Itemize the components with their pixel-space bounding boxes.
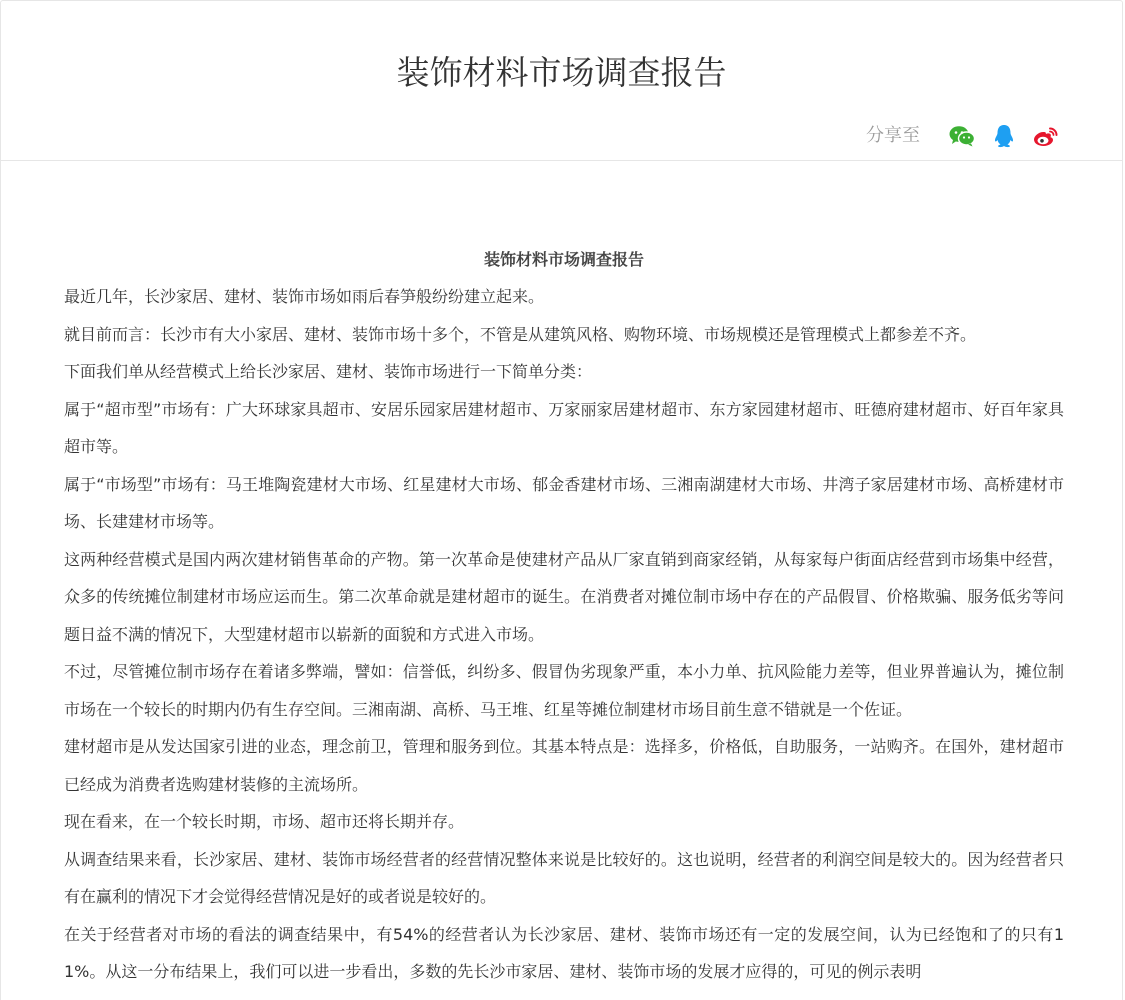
- article-heading: 装饰材料市场调查报告: [483, 250, 644, 269]
- article-paragraph: 这两种经营模式是国内两次建材销售革命的产物。第一次革命是使建材产品从厂家直销到商家经销，从每家每户街面店经营到市场集中经营，众多的传统摊位制建材市场应运而生。第二次革命就是建材超市的诞生。在消费者对摊位制市场中存在的产品假冒、价格欺骗、服务低劣等问题日益不满的情况下，大型建材超市以崭新的面貌和方式进入市场。: [64, 549, 1064, 644]
- article-paragraph: 就目前而言：长沙市有大小家居、建材、装饰市场十多个，不管是从建筑风格、购物环境、市场规模还是管理模式上都参差不齐。: [64, 324, 977, 344]
- article-paragraph: 属于“超市型”市场有：广大环球家具超市、安居乐园家居建材超市、万家丽家居建材超市、东方家园建材超市、旺德府建材超市、好百年家具超市等。: [64, 399, 1064, 456]
- article-paragraph: 现在看来，在一个较长时期，市场、超市还将长期并存。: [64, 812, 465, 831]
- wechat-icon: [949, 125, 975, 147]
- share-qq-button[interactable]: [990, 122, 1018, 150]
- weibo-icon: [1033, 125, 1059, 147]
- article-header: [1, 1, 1122, 161]
- article-paragraph: 建材超市是从发达国家引进的业态，理念前卫，管理和服务到位。其基本特点是：选择多，价格低，自助服务，一站购齐。在国外，建材超市已经成为消费者选购建材装修的主流场所。: [64, 737, 1064, 794]
- share-weibo-button[interactable]: [1032, 122, 1060, 150]
- qq-icon: [993, 124, 1015, 148]
- article-paragraph: 最近几年，长沙家居、建材、装饰市场如雨后春笋般纷纷建立起来。: [64, 287, 545, 306]
- article-paragraph: 下面我们单从经营模式上给长沙家居、建材、装饰市场进行一下简单分类：: [64, 362, 593, 381]
- article-paragraph: 属于“市场型”市场有：马王堆陶瓷建材大市场、红星建材大市场、郁金香建材市场、三湘南湖建材大市场、井湾子家居建材市场、高桥建材市场、长建建材市场等。: [64, 474, 1064, 531]
- article-content: [64, 241, 1064, 991]
- page-title: 装饰材料市场调查报告: [396, 53, 727, 92]
- article-paragraph: 不过，尽管摊位制市场存在着诸多弊端，譬如：信誉低，纠纷多、假冒伪劣现象严重，本小力单、抗风险能力差等，但业界普遍认为，摊位制市场在一个较长的时期内仍有生存空间。三湘南湖、高桥、马王堆、红星等摊位制建材市场目前生意不错就是一个佐证。: [64, 662, 1064, 719]
- share-wechat-button[interactable]: [948, 122, 976, 150]
- article-paragraph: 从调查结果来看，长沙家居、建材、装饰市场经营者的经营情况整体来说是比较好的。这也说明，经营者的利润空间是较大的。因为经营者只有在赢利的情况下才会觉得经营情况是好的或者说是较好的。: [64, 849, 1064, 906]
- share-label: 分享至: [866, 125, 920, 146]
- share-bar: [866, 121, 1060, 151]
- article-paragraph: 在关于经营者对市场的看法的调查结果中，有54%的经营者认为长沙家居、建材、装饰市场还有一定的发展空间，认为已经饱和了的只有11%。从这一分布结果上，我们可以进一步看出，多数的先长沙市家居、建材、装饰市场的发展才应得的，可见的例示表明: [64, 924, 1064, 981]
